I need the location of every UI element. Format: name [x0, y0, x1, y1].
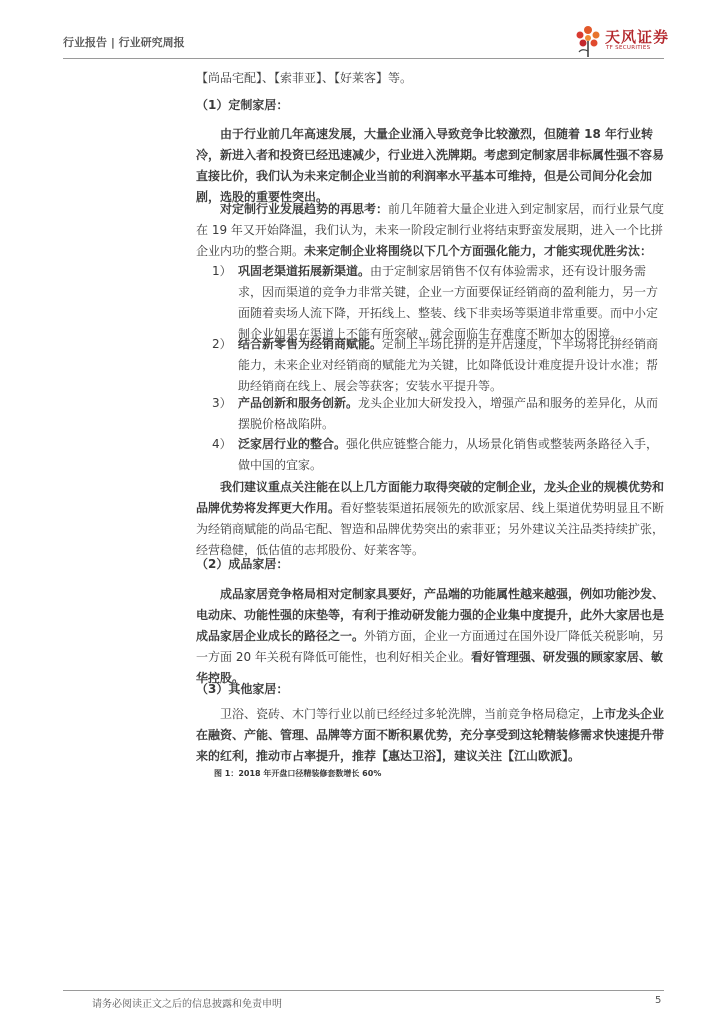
list-item-text: 定制上半场比拼的是开店速度，下半场将比拼经销商能力，未来企业对经销商的赋能尤为关键，比如降低设计难度提升设计水准；帮助经销商在线上、展会等获客；安装水平提升等。 [238, 337, 659, 393]
list-item-text: 强化供应链整合能力，从场景化销售或整装两条路径入手，做中国的宜家。 [238, 437, 659, 472]
list-item-title: 巩固老渠道拓展新渠道。 [238, 264, 371, 278]
footer-divider [63, 990, 664, 991]
finished-lead: 成品家居竞争格局相对定制家具要好，产品端的功能属性越来越强，例如功能沙发、电动床、功能性强的床垫等，有利于推动研发能力强的企业集中度提升，此外大家居也是成品家居企业成长的路径之一。 [196, 587, 665, 643]
header-report-type: 行业报告 | 行业研究周报 [63, 36, 185, 49]
finished-body: 外销方面，企业一方面通过在国外设厂降低关税影响，另一方面 20 年关税有降低可能性，也利好相关企业。 [196, 629, 665, 664]
list-item-number: 2） [212, 337, 232, 351]
list-item-title: 结合新零售为经销商赋能。 [238, 337, 383, 351]
list-item [212, 334, 666, 397]
list-item [212, 434, 666, 476]
other-furniture-paragraph [196, 704, 666, 767]
header-divider [63, 58, 664, 59]
list-item-number: 1） [212, 264, 232, 278]
logo-flower-icon [573, 24, 603, 58]
list-item-text: 龙头企业加大研发投入，增强产品和服务的差异化，从而摆脱价格战陷阱。 [238, 396, 659, 431]
list-item-text: 由于定制家居销售不仅有体验需求，还有设计服务需求，因而渠道的竞争力非常关键，企业一方面要保证经销商的盈利能力，另一方面随着卖场人流下降，开拓线上、整装、线下非卖场等渠道非常重要。而中小定制企业如果在渠道上不能有所突破，就会面临生存难度不断加大的困境。 [238, 264, 659, 341]
rethink-body: 前几年随着大量企业进入到定制家居，而行业景气度在 19 年又开始降温，我们认为，未来一阶段定制行业将结束野蛮发展期，进入一个比拼企业内功的整合期。 [196, 202, 665, 258]
other-conclusion: 上市龙头企业在融资、产能、管理、品牌等方面不断积累优势，充分享受到这轮精装修需求快速提升带来的红利，推动市占率提升，推荐【惠达卫浴】，建议关注【江山欧派】。 [196, 707, 665, 763]
section-heading-other-furniture: （3）其他家居： [196, 682, 289, 696]
list-item-title: 泛家居行业的整合。 [238, 437, 347, 451]
recommendation-body: 看好整装渠道拓展领先的欧派家居、线上渠道优势明显且不断为经销商赋能的尚品宅配、智造和品牌优势突出的索菲亚；另外建议关注品类持续扩张，经营稳健，低估值的志邦股份、好莱客等。 [196, 501, 665, 557]
other-body: 卫浴、瓷砖、木门等行业以前已经经过多轮洗牌，当前竞争格局稳定， [220, 707, 593, 721]
figure-caption: 图 1：2018 年开盘口径精装修套数增长 60% [214, 769, 382, 778]
finished-conclusion: 看好管理强、研发强的顾家家居、敏华控股。 [196, 650, 663, 685]
list-item [212, 261, 666, 345]
section-heading-custom-furniture: （1）定制家居： [196, 98, 289, 112]
recommendation-lead: 我们建议重点关注能在以上几方面能力取得突破的定制企业，龙头企业的规模优势和品牌优势将发挥更大作用。 [196, 480, 665, 515]
page-number: 5 [655, 995, 662, 1006]
rethink-lead: 对定制行业发展趋势的再思考： [220, 202, 389, 216]
custom-recommendation [196, 477, 666, 561]
section-heading-finished-furniture: （2）成品家居： [196, 557, 289, 571]
brand-logo [573, 24, 673, 58]
list-item-title: 产品创新和服务创新。 [238, 396, 359, 410]
custom-furniture-summary: 由于行业前几年高速发展，大量企业涌入导致竞争比较激烈，但随着 18 年行业转冷，新进入者和投资已经迅速减少，行业进入洗牌期。考虑到定制家居非标属性强不容易直接比价，我们认为未来定制企业当前的利润率水平基本可维持，但是公司间分化会加剧，选股的重要性突出。 [196, 127, 665, 204]
footer-disclaimer: 请务必阅读正文之后的信息披露和免责申明 [92, 999, 282, 1010]
finished-furniture-paragraph [196, 584, 666, 689]
custom-industry-rethink [196, 199, 666, 262]
logo-name: 天风证券 [605, 28, 670, 46]
intro-line: 【尚品宅配】、【索菲亚】、【好莱客】等。 [196, 71, 413, 85]
rethink-conclusion: 未来定制企业将围绕以下几个方面强化能力，才能实现优胜劣汰： [304, 244, 653, 258]
list-item-number: 4） [212, 437, 232, 451]
list-item [212, 393, 666, 435]
list-item-number: 3） [212, 396, 232, 410]
logo-subtitle: TF SECURITIES [606, 45, 651, 51]
